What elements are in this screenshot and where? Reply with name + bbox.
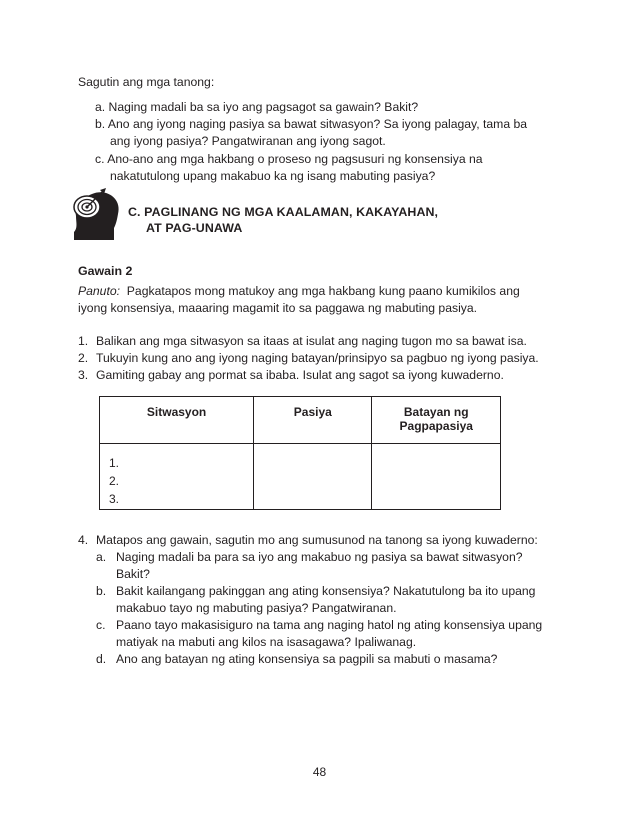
- instructions-text: Pagkatapos mong matukoy ang mga hakbang kung paano kumikilos ang: [120, 284, 520, 298]
- question-a: a. Naging madali ba sa iyo ang pagsagot sa gawain? Bakit?: [95, 100, 419, 114]
- batayan-cell: [372, 444, 501, 510]
- followup-intro: Matapos ang gawain, sagutin mo ang sumusunod na tanong sa iyong kuwaderno:: [96, 533, 538, 547]
- row-number: 3.: [109, 492, 120, 506]
- step-text: Balikan ang mga sitwasyon sa itaas at isulat ang naging tugon mo sa bawat isa.: [96, 334, 527, 348]
- section-title-line2: AT PAG-UNAWA: [146, 221, 243, 235]
- intro-prompt: Sagutin ang mga tanong:: [78, 75, 215, 89]
- page-number: 48: [312, 765, 327, 779]
- sitwasyon-cell: [100, 444, 254, 510]
- instructions-line1: [78, 283, 520, 300]
- section-title-line1: C. PAGLINANG NG MGA KAALAMAN, KAKAYAHAN,: [128, 205, 439, 219]
- step-number: 3.: [78, 368, 89, 382]
- step-text: Tukuyin kung ano ang iyong naging batayan/prinsipyo sa pagbuo ng iyong pasiya.: [96, 351, 539, 365]
- activity-title: Gawain 2: [78, 264, 133, 278]
- step-text: Gamiting gabay ang pormat sa ibaba. Isulat ang sagot sa iyong kuwaderno.: [96, 368, 504, 382]
- followup-question-line2: makabuo tayo ng mabuting pasiya? Pangatwiranan.: [116, 601, 397, 615]
- question-b-line1: b. Ano ang iyong naging pasiya sa bawat sitwasyon? Sa iyong palagay, tama ba: [95, 117, 528, 131]
- followup-question-line1: Ano ang batayan ng ating konsensiya sa pagpili sa mabuti o masama?: [116, 652, 498, 666]
- followup-letter: d.: [96, 652, 107, 666]
- instructions-label: Panuto:: [78, 284, 121, 298]
- followup-question-line1: Bakit kailangang pakinggan ang ating konsensiya? Nakatutulong ba ito upang: [116, 584, 536, 598]
- followup-letter: a.: [96, 550, 107, 564]
- followup-question-line2: matiyak na mabuti ang kilos na isasagawa? Ipaliwanag.: [116, 635, 417, 649]
- column-header-batayan-line2: Pagpapasiya: [399, 419, 473, 433]
- pasiya-cell: [254, 444, 372, 510]
- question-c-line1: c. Ano-ano ang mga hakbang o proseso ng pagsusuri ng konsensiya na: [95, 152, 483, 166]
- column-header-batayan: [372, 397, 501, 444]
- followup-question-line1: Naging madali ba para sa iyo ang makabuo ng pasiya sa bawat sitwasyon?: [116, 550, 523, 564]
- followup-question-line1: Paano tayo makasisiguro na tama ang naging hatol ng ating konsensiya upang: [116, 618, 543, 632]
- row-number: 1.: [109, 456, 120, 470]
- column-header-pasiya: Pasiya: [254, 397, 372, 444]
- head-with-target-icon: [72, 184, 122, 242]
- instructions-line2: iyong konsensiya, maaaring magamit ito sa paggawa ng mabuting pasiya.: [78, 301, 478, 315]
- followup-letter: b.: [96, 584, 107, 598]
- question-b-line2: ang iyong pasiya? Pangatwiranan ang iyong sagot.: [110, 134, 386, 148]
- step-number: 1.: [78, 334, 89, 348]
- followup-question-line2: Bakit?: [116, 567, 150, 581]
- step-number: 2.: [78, 351, 89, 365]
- followup-number: 4.: [78, 533, 89, 547]
- question-c-line2: nakatutulong upang makabuo ka ng isang mabuting pasiya?: [110, 169, 436, 183]
- answer-format-table: [99, 396, 501, 510]
- row-number: 2.: [109, 474, 120, 488]
- followup-letter: c.: [96, 618, 106, 632]
- column-header-sitwasyon: Sitwasyon: [100, 397, 254, 444]
- column-header-batayan-line1: Batayan ng: [403, 405, 469, 419]
